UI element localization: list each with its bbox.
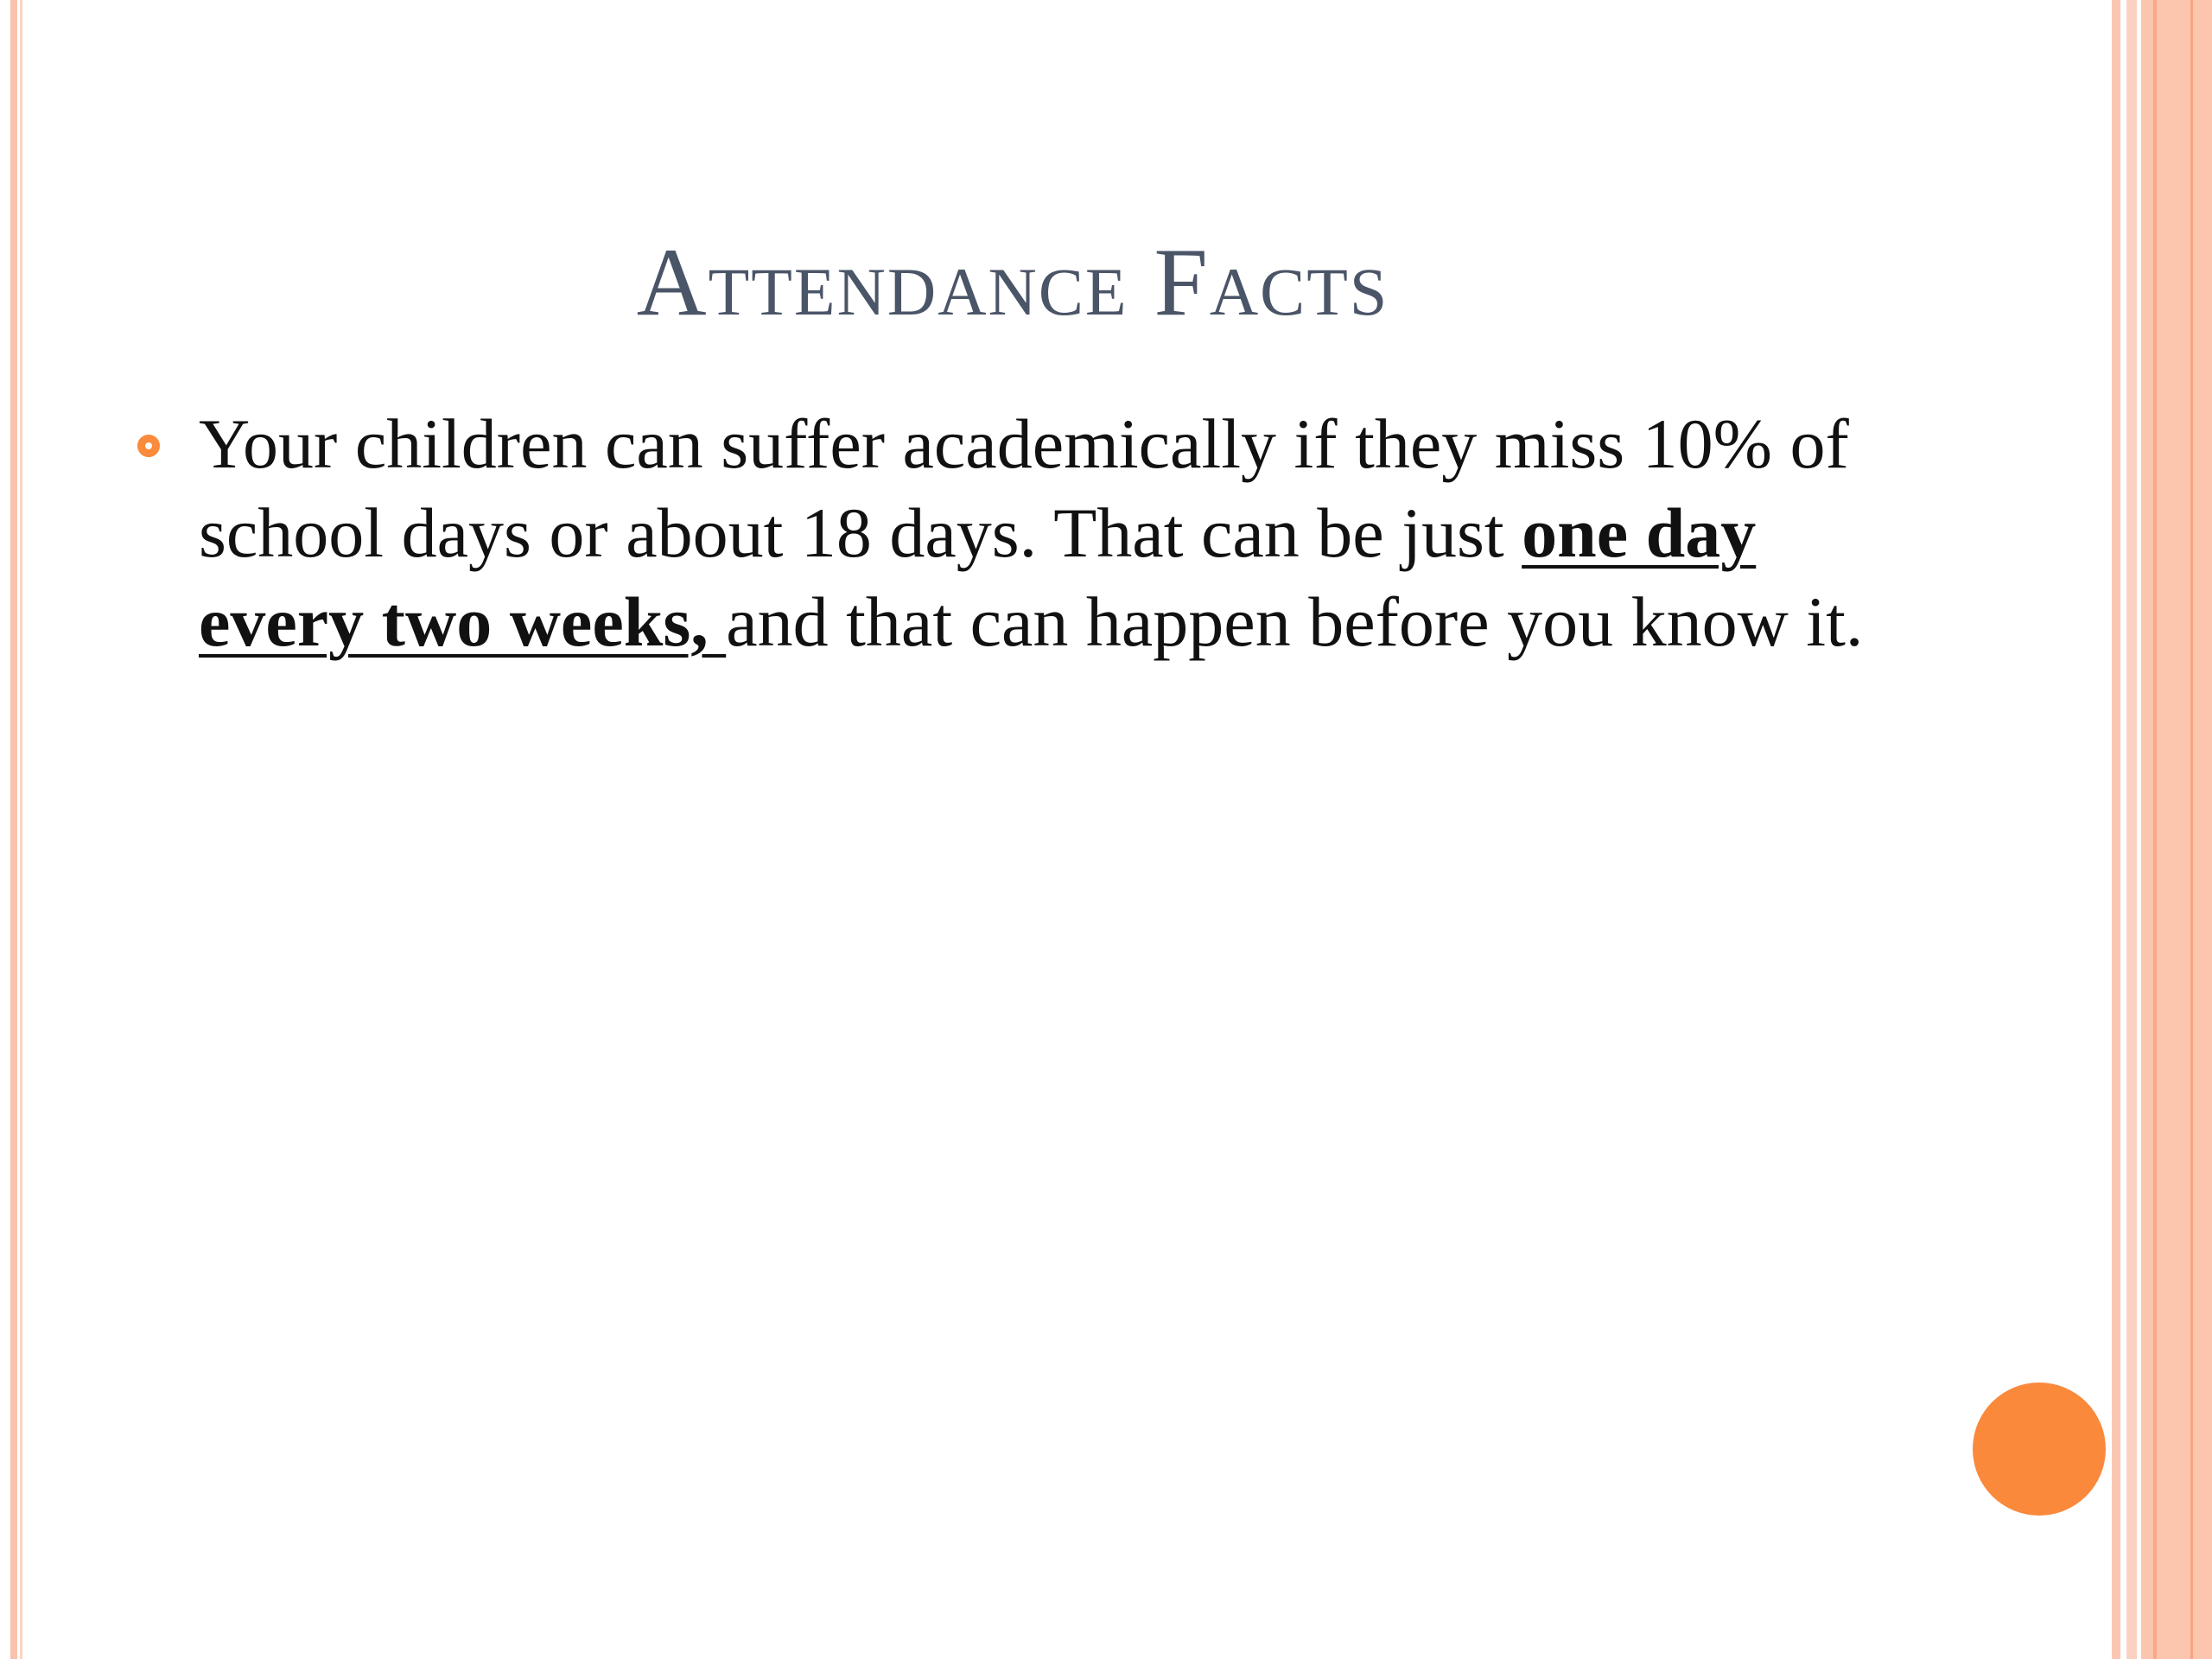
right-border-line-inner [2126, 0, 2137, 1659]
bullet-text-part1: Your children can suffer academically if they miss 10% of school days or about 18 days. That can be just [199, 404, 1849, 572]
bullet-ring-icon [137, 435, 160, 457]
bullet-text-emphasis: one day every two weeks, [199, 493, 1757, 661]
decorative-circle-icon [1973, 1382, 2106, 1516]
right-border-stripe [2153, 0, 2157, 1659]
right-border-band [2141, 0, 2212, 1659]
right-border-stripe-2 [2190, 0, 2193, 1659]
bullet-text [199, 399, 1927, 666]
bullet-text-part2: and that can happen before you know it. [726, 582, 1864, 661]
right-border-line [2112, 0, 2120, 1659]
slide-title: Attendance Facts [636, 229, 1389, 336]
